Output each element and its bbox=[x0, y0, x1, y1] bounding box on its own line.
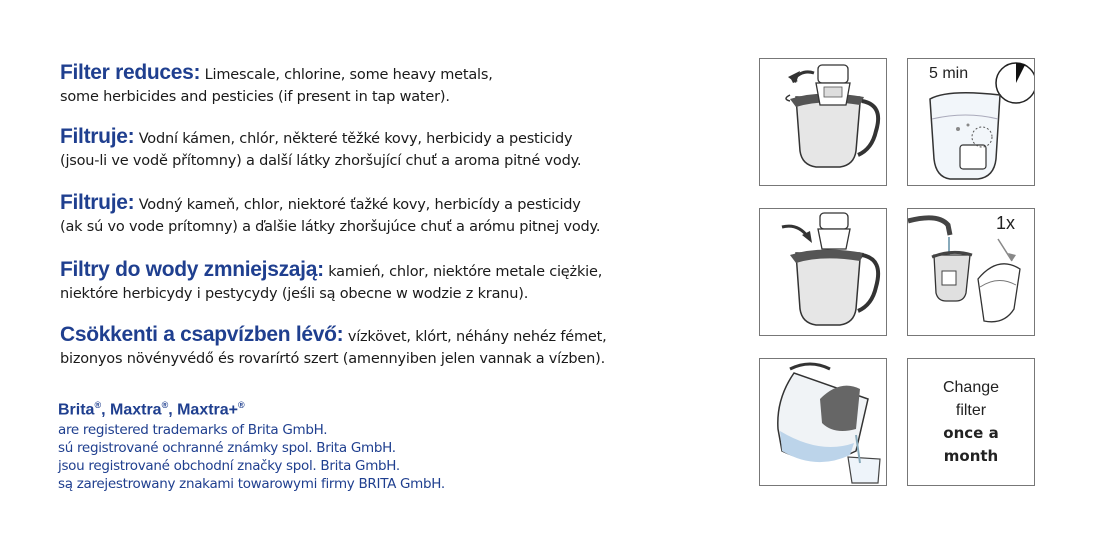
timer-icon bbox=[908, 59, 1034, 185]
trademark-line-sk: sú registrované ochranné známky spol. Brita GmbH. bbox=[58, 440, 396, 457]
section-text: niektóre herbicydy i pestycydy (jeśli są obecne w wodzie z kranu). bbox=[60, 286, 529, 302]
section-heading: Csökkenti a csapvízben lévő: bbox=[60, 323, 344, 346]
change-text-line: Change bbox=[942, 379, 1000, 396]
section-text: Vodní kámen, chlór, některé těžké kovy, herbicidy a pesticidy bbox=[138, 131, 573, 147]
section-heading: Filter reduces: bbox=[60, 61, 201, 84]
rinse-count-label: 1x bbox=[996, 213, 1016, 233]
jug-pour-icon bbox=[760, 359, 886, 485]
step-insert-filter-illustration bbox=[759, 58, 887, 186]
section-heading: Filtruje: bbox=[60, 125, 135, 148]
jug-filter-icon bbox=[760, 59, 886, 185]
change-text-line: filter bbox=[955, 402, 987, 419]
trademark-line-cz: jsou registrované obchodní značky spol. Brita GmbH. bbox=[58, 458, 400, 475]
section-text: (ak sú vo vode prítomny) a ďalšie látky zhoršujúce chuť a arómu pitnej vody. bbox=[60, 219, 601, 235]
trademark-brands: Brita®, Maxtra®, Maxtra+® bbox=[58, 400, 245, 419]
section-text: bizonyos növényvédő és rovarírtó szert (amennyiben jelen vannak a vízben). bbox=[60, 351, 606, 367]
jug-insert-icon bbox=[760, 209, 886, 335]
step-soak-illustration bbox=[907, 58, 1035, 186]
section-text: Vodný kameň, chlor, niektoré ťažké kovy, herbicídy a pesticidy bbox=[138, 197, 581, 213]
step-pour-illustration bbox=[759, 358, 887, 486]
trademark-line-en: are registered trademarks of Brita GmbH. bbox=[58, 422, 328, 439]
section-heading: Filtruje: bbox=[60, 191, 135, 214]
section-filtruje-cz bbox=[60, 126, 660, 172]
change-filter-notice bbox=[907, 358, 1035, 486]
change-frequency-line: month bbox=[943, 447, 999, 465]
section-filtry-pl bbox=[60, 259, 660, 305]
section-filtruje-sk bbox=[60, 192, 660, 238]
step-place-filter-illustration bbox=[759, 208, 887, 336]
section-filter-reduces bbox=[60, 62, 660, 108]
soak-time-label: 5 min bbox=[929, 65, 969, 82]
trademarks-block bbox=[58, 394, 445, 493]
step-rinse-illustration bbox=[907, 208, 1035, 336]
section-text: some herbicides and pesticies (if present in tap water). bbox=[60, 89, 450, 105]
tap-rinse-icon bbox=[908, 209, 1034, 335]
trademark-line-pl: są zarejestrowany znakami towarowymi firmy BRITA GmbH. bbox=[58, 476, 445, 493]
section-text: kamień, chlor, niektóre metale ciężkie, bbox=[328, 264, 603, 280]
section-text: vízkövet, klórt, néhány nehéz fémet, bbox=[347, 329, 607, 345]
section-heading: Filtry do wody zmniejszają: bbox=[60, 258, 324, 281]
section-csokkenti-hu bbox=[60, 324, 660, 370]
change-frequency-line: once a bbox=[943, 424, 999, 442]
section-text: (jsou-li ve vodě přítomny) a další látky zhoršující chuť a aroma pitné vody. bbox=[60, 153, 582, 169]
section-text: Limescale, chlorine, some heavy metals, bbox=[204, 67, 493, 83]
